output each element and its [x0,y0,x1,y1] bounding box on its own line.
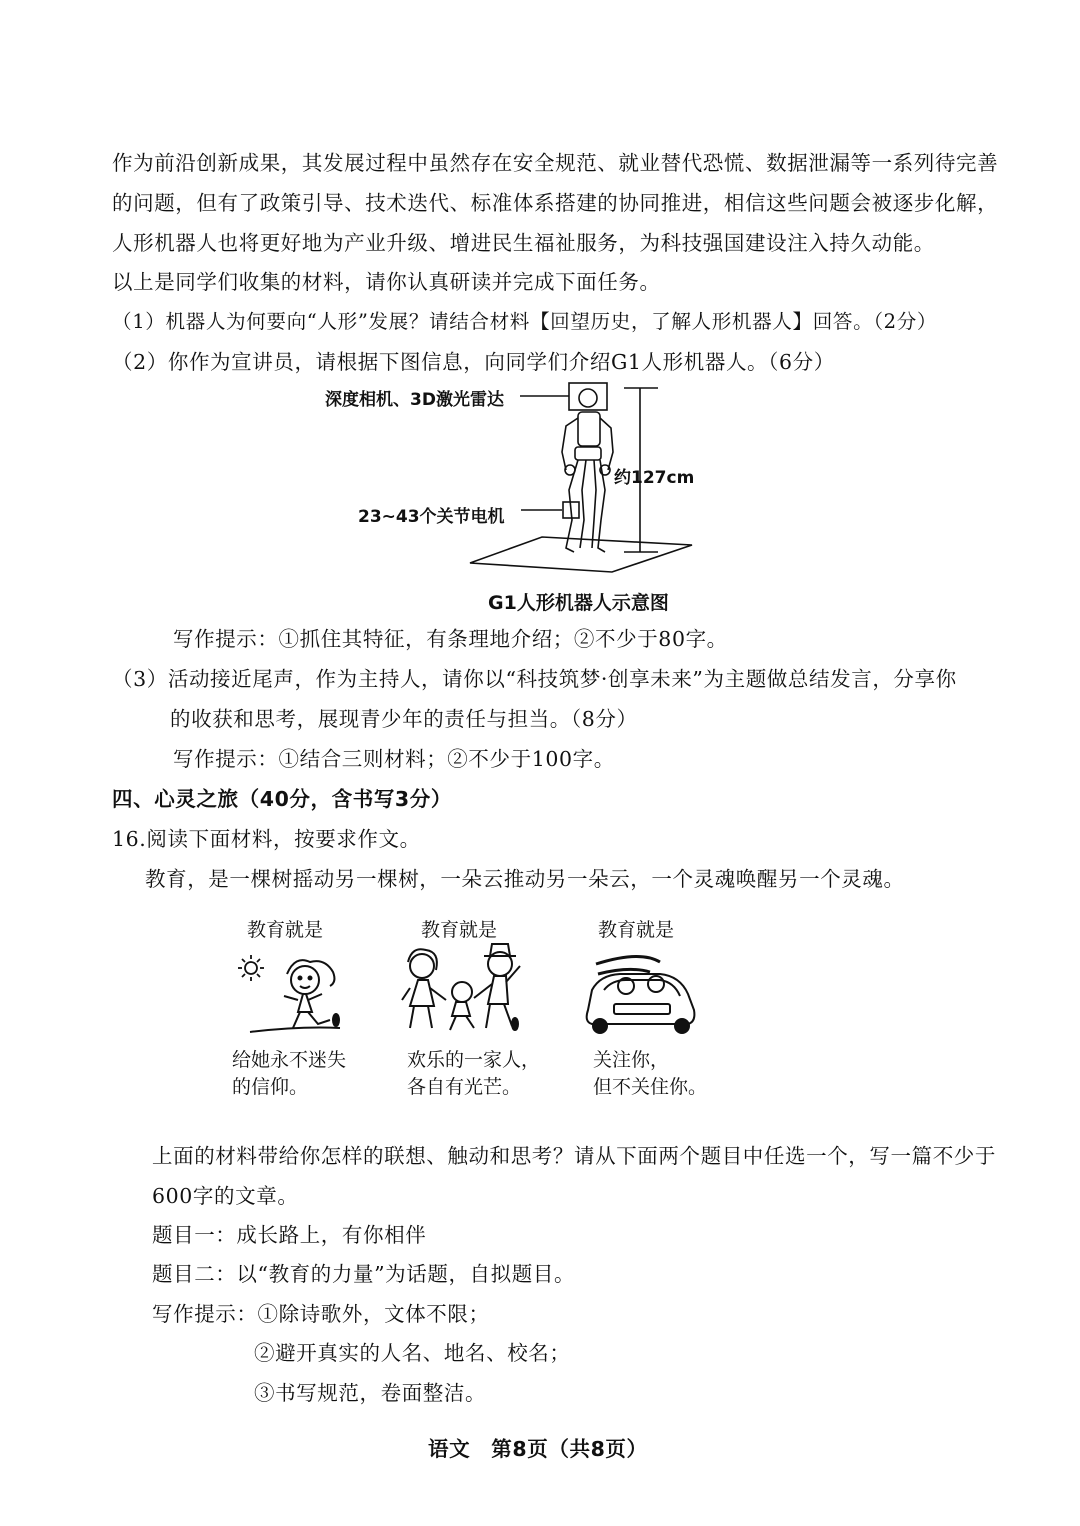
cartoon-text: 给她永不迷失 的信仰。 [232,1049,347,1098]
question-3-cont: 的收获和思考，展现青少年的责任与担当。（8分） [170,707,638,731]
writing-tip-2: ②避开真实的人名、地名、校名； [254,1341,571,1365]
question-3: （3）活动接近尾声，作为主持人，请你以“科技筑梦·创享未来”为主题做总结发言，分享你 [112,667,957,691]
label-height: 约127cm [614,468,695,488]
paragraph-line: 作为前沿创新成果，其发展过程中虽然存在安全规范、就业替代恐慌、数据泄漏等一系列待完善 [112,151,999,175]
page-footer: 语文 第8页（共8页） [428,1437,648,1461]
question-16: 16.阅读下面材料，按要求作文。 [112,827,421,851]
cartoon-title: 教育就是 [247,919,324,941]
question-2: （2）你作为宣讲员，请根据下图信息，向同学们介绍G1人形机器人。（6分） [112,350,835,374]
topic-one: 题目一：成长路上，有你相伴 [152,1223,427,1247]
writing-tip-1: 写作提示：①除诗歌外，文体不限； [152,1302,490,1326]
question-1: （1）机器人为何要向“人形”发展？请结合材料【回望历史，了解人形机器人】回答。（2分） [112,310,938,333]
sun-icon [238,955,264,981]
family-icon [402,944,520,1030]
section-heading: 四、心灵之旅（40分，含书写3分） [112,787,452,811]
essay-prompt-cont: 600字的文章。 [152,1184,299,1208]
label-sensors: 深度相机、3D激光雷达 [325,390,504,410]
writing-hint-2: 写作提示：①抓住其特征，有条理地介绍；②不少于80字。 [173,627,728,651]
topic-two: 题目二：以“教育的力量”为话题，自拟题目。 [152,1262,576,1286]
writing-hint-3: 写作提示：①结合三则材料；②不少于100字。 [173,747,615,771]
cartoon-text: 关注你， 但不关住你。 [593,1049,708,1098]
paragraph-line: 的问题，但有了政策引导、技术迭代、标准体系搭建的协同推进，相信这些问题会被逐步化解， [112,191,999,215]
cartoon-title: 教育就是 [598,919,675,941]
cartoon-title: 教育就是 [421,919,498,941]
paragraph-line: 人形机器人也将更好地为产业升级、增进民生福祉服务，为科技强国建设注入持久动能。 [112,231,935,255]
label-motors: 23~43个关节电机 [358,507,505,527]
writing-tip-3: ③书写规范，卷面整洁。 [254,1381,487,1405]
quote: 教育，是一棵树摇动另一棵树，一朵云推动另一朵云，一个灵魂唤醒另一个灵魂。 [145,867,905,891]
figure-caption: G1人形机器人示意图 [488,592,669,614]
girl-icon [250,960,340,1032]
cartoon-text: 欢乐的一家人， 各自有光芒。 [407,1049,541,1098]
paragraph-line: 以上是同学们收集的材料，请你认真研读并完成下面任务。 [112,270,661,294]
car-icon [587,956,695,1033]
essay-prompt: 上面的材料带给你怎样的联想、触动和思考？请从下面两个题目中任选一个，写一篇不少于 [152,1144,996,1168]
